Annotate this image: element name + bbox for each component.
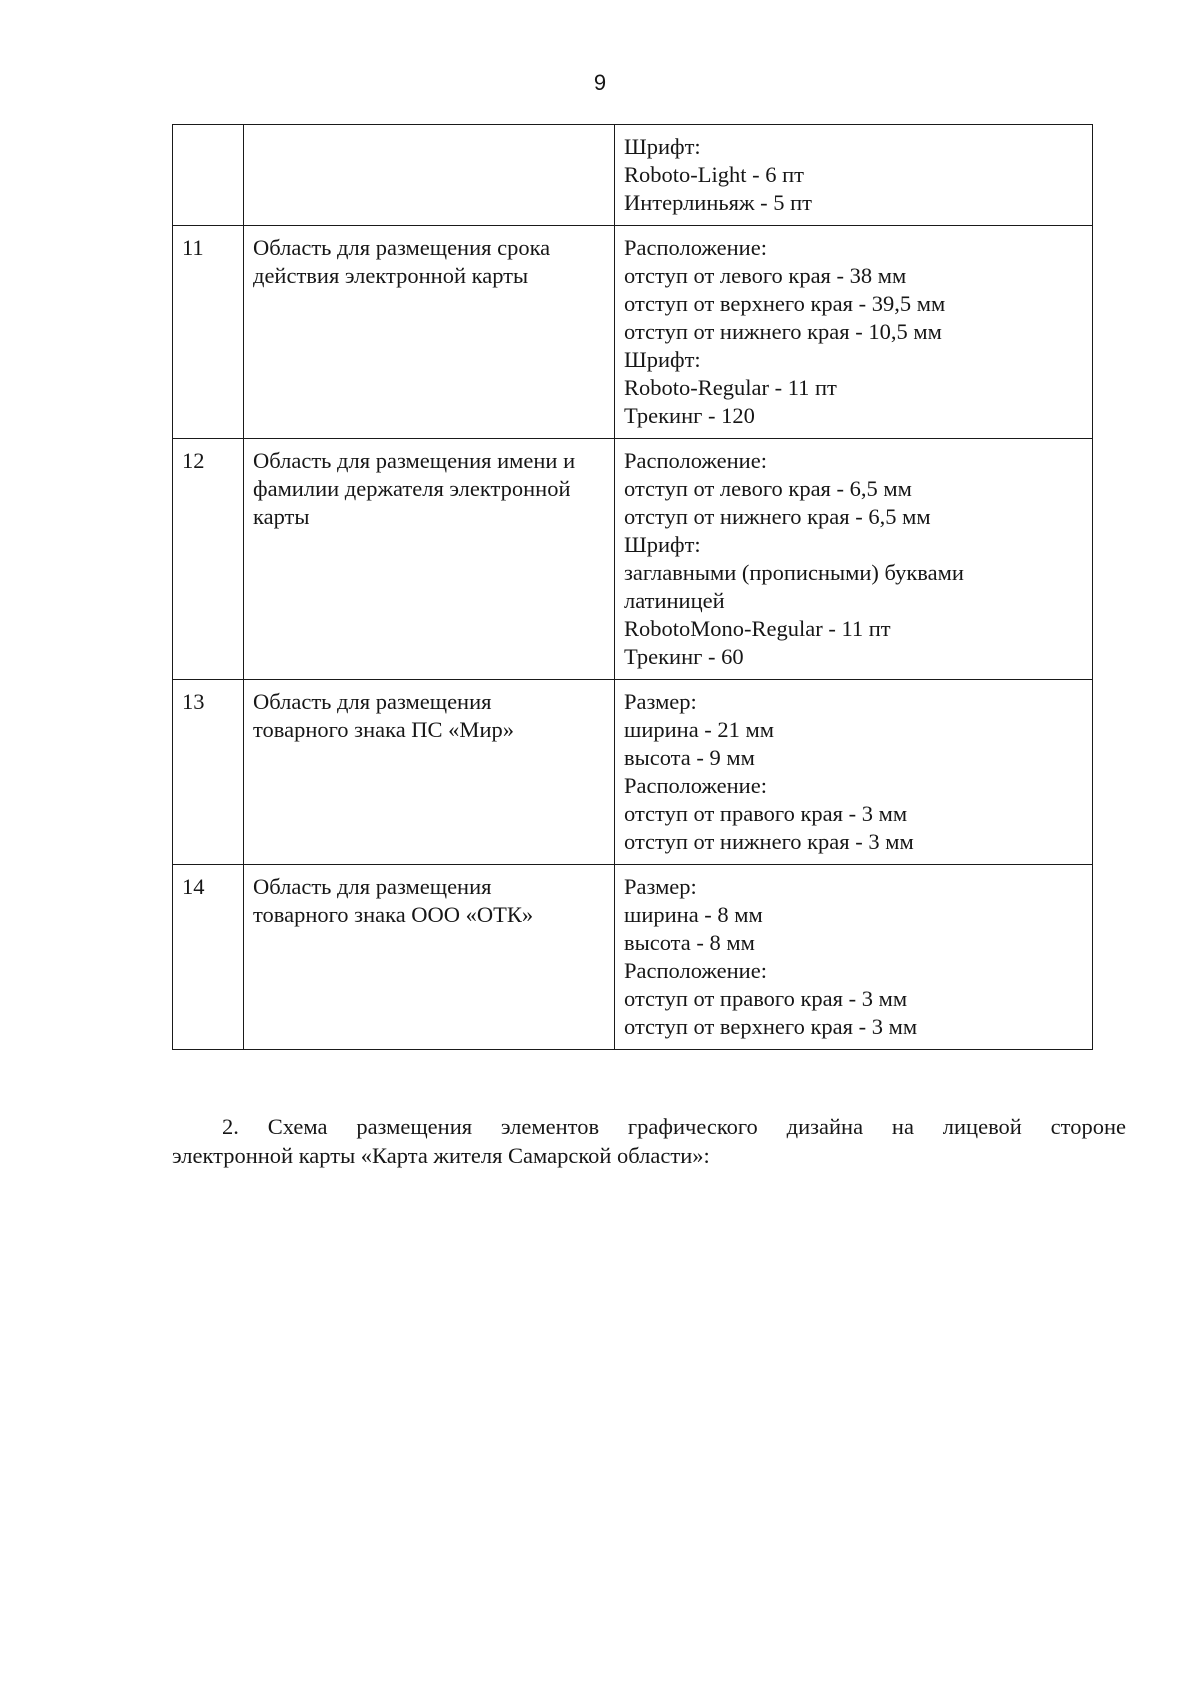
spec-line: Расположение: [624,958,767,983]
spec-line: RobotoMono-Regular - 11 пт [624,616,891,641]
element-name-cell [244,226,615,439]
body-paragraph [172,1112,1126,1170]
element-spec-cell [615,125,1093,226]
spec-line: Шрифт: [624,134,701,159]
spec-line: Размер: [624,689,697,714]
table-row [173,125,1093,226]
element-name-cell [244,125,615,226]
element-spec-cell [615,439,1093,680]
name-line: товарного знака ПС «Мир» [253,717,514,742]
spec-line: ширина - 21 мм [624,717,775,742]
name-line: фамилии держателя электронной [253,476,571,501]
specification-table [172,124,1093,1050]
name-line: товарного знака ООО «ОТК» [253,902,534,927]
spec-line: отступ от правого края - 3 мм [624,986,908,1011]
element-spec-cell [615,226,1093,439]
spec-line: латиницей [624,588,725,613]
element-name-cell [244,680,615,865]
spec-line: отступ от левого края - 6,5 мм [624,476,912,501]
table-row [173,865,1093,1050]
row-number-cell: 12 [173,439,244,680]
spec-line: Roboto-Light - 6 пт [624,162,804,187]
row-number-cell [173,125,244,226]
paragraph-line: 2. Схема размещения элементов графического дизайна на лицевой стороне [222,1114,1126,1139]
element-spec-cell [615,680,1093,865]
spec-line: отступ от нижнего края - 3 мм [624,829,914,854]
name-line: карты [253,504,310,529]
name-line: Область для размещения имени и [253,448,576,473]
spec-line: Расположение: [624,235,767,260]
element-name-cell [244,865,615,1050]
spec-line: высота - 9 мм [624,745,755,770]
spec-line: заглавными (прописными) буквами [624,560,964,585]
table-row [173,680,1093,865]
row-number-cell: 13 [173,680,244,865]
spec-line: Roboto-Regular - 11 пт [624,375,837,400]
spec-line: Расположение: [624,773,767,798]
name-line: Область для размещения срока [253,235,551,260]
table-row [173,226,1093,439]
spec-line: отступ от правого края - 3 мм [624,801,908,826]
name-line: Область для размещения [253,689,492,714]
spec-line: отступ от верхнего края - 3 мм [624,1014,918,1039]
spec-line: ширина - 8 мм [624,902,763,927]
table-row [173,439,1093,680]
spec-line: Размер: [624,874,697,899]
spec-line: Интерлиньяж - 5 пт [624,190,813,215]
spec-line: отступ от левого края - 38 мм [624,263,907,288]
spec-line: Расположение: [624,448,767,473]
element-spec-cell [615,865,1093,1050]
row-number-cell: 14 [173,865,244,1050]
name-line: Область для размещения [253,874,492,899]
name-line: действия электронной карты [253,263,529,288]
spec-line: отступ от нижнего края - 10,5 мм [624,319,942,344]
spec-line: Шрифт: [624,532,701,557]
spec-line: Трекинг - 60 [624,644,744,669]
element-name-cell [244,439,615,680]
spec-line: Трекинг - 120 [624,403,755,428]
spec-line: отступ от нижнего края - 6,5 мм [624,504,931,529]
row-number-cell: 11 [173,226,244,439]
spec-line: отступ от верхнего края - 39,5 мм [624,291,946,316]
spec-line: Шрифт: [624,347,701,372]
spec-line: высота - 8 мм [624,930,755,955]
page-number: 9 [593,70,607,95]
paragraph-line: электронной карты «Карта жителя Самарской области»: [172,1143,710,1168]
